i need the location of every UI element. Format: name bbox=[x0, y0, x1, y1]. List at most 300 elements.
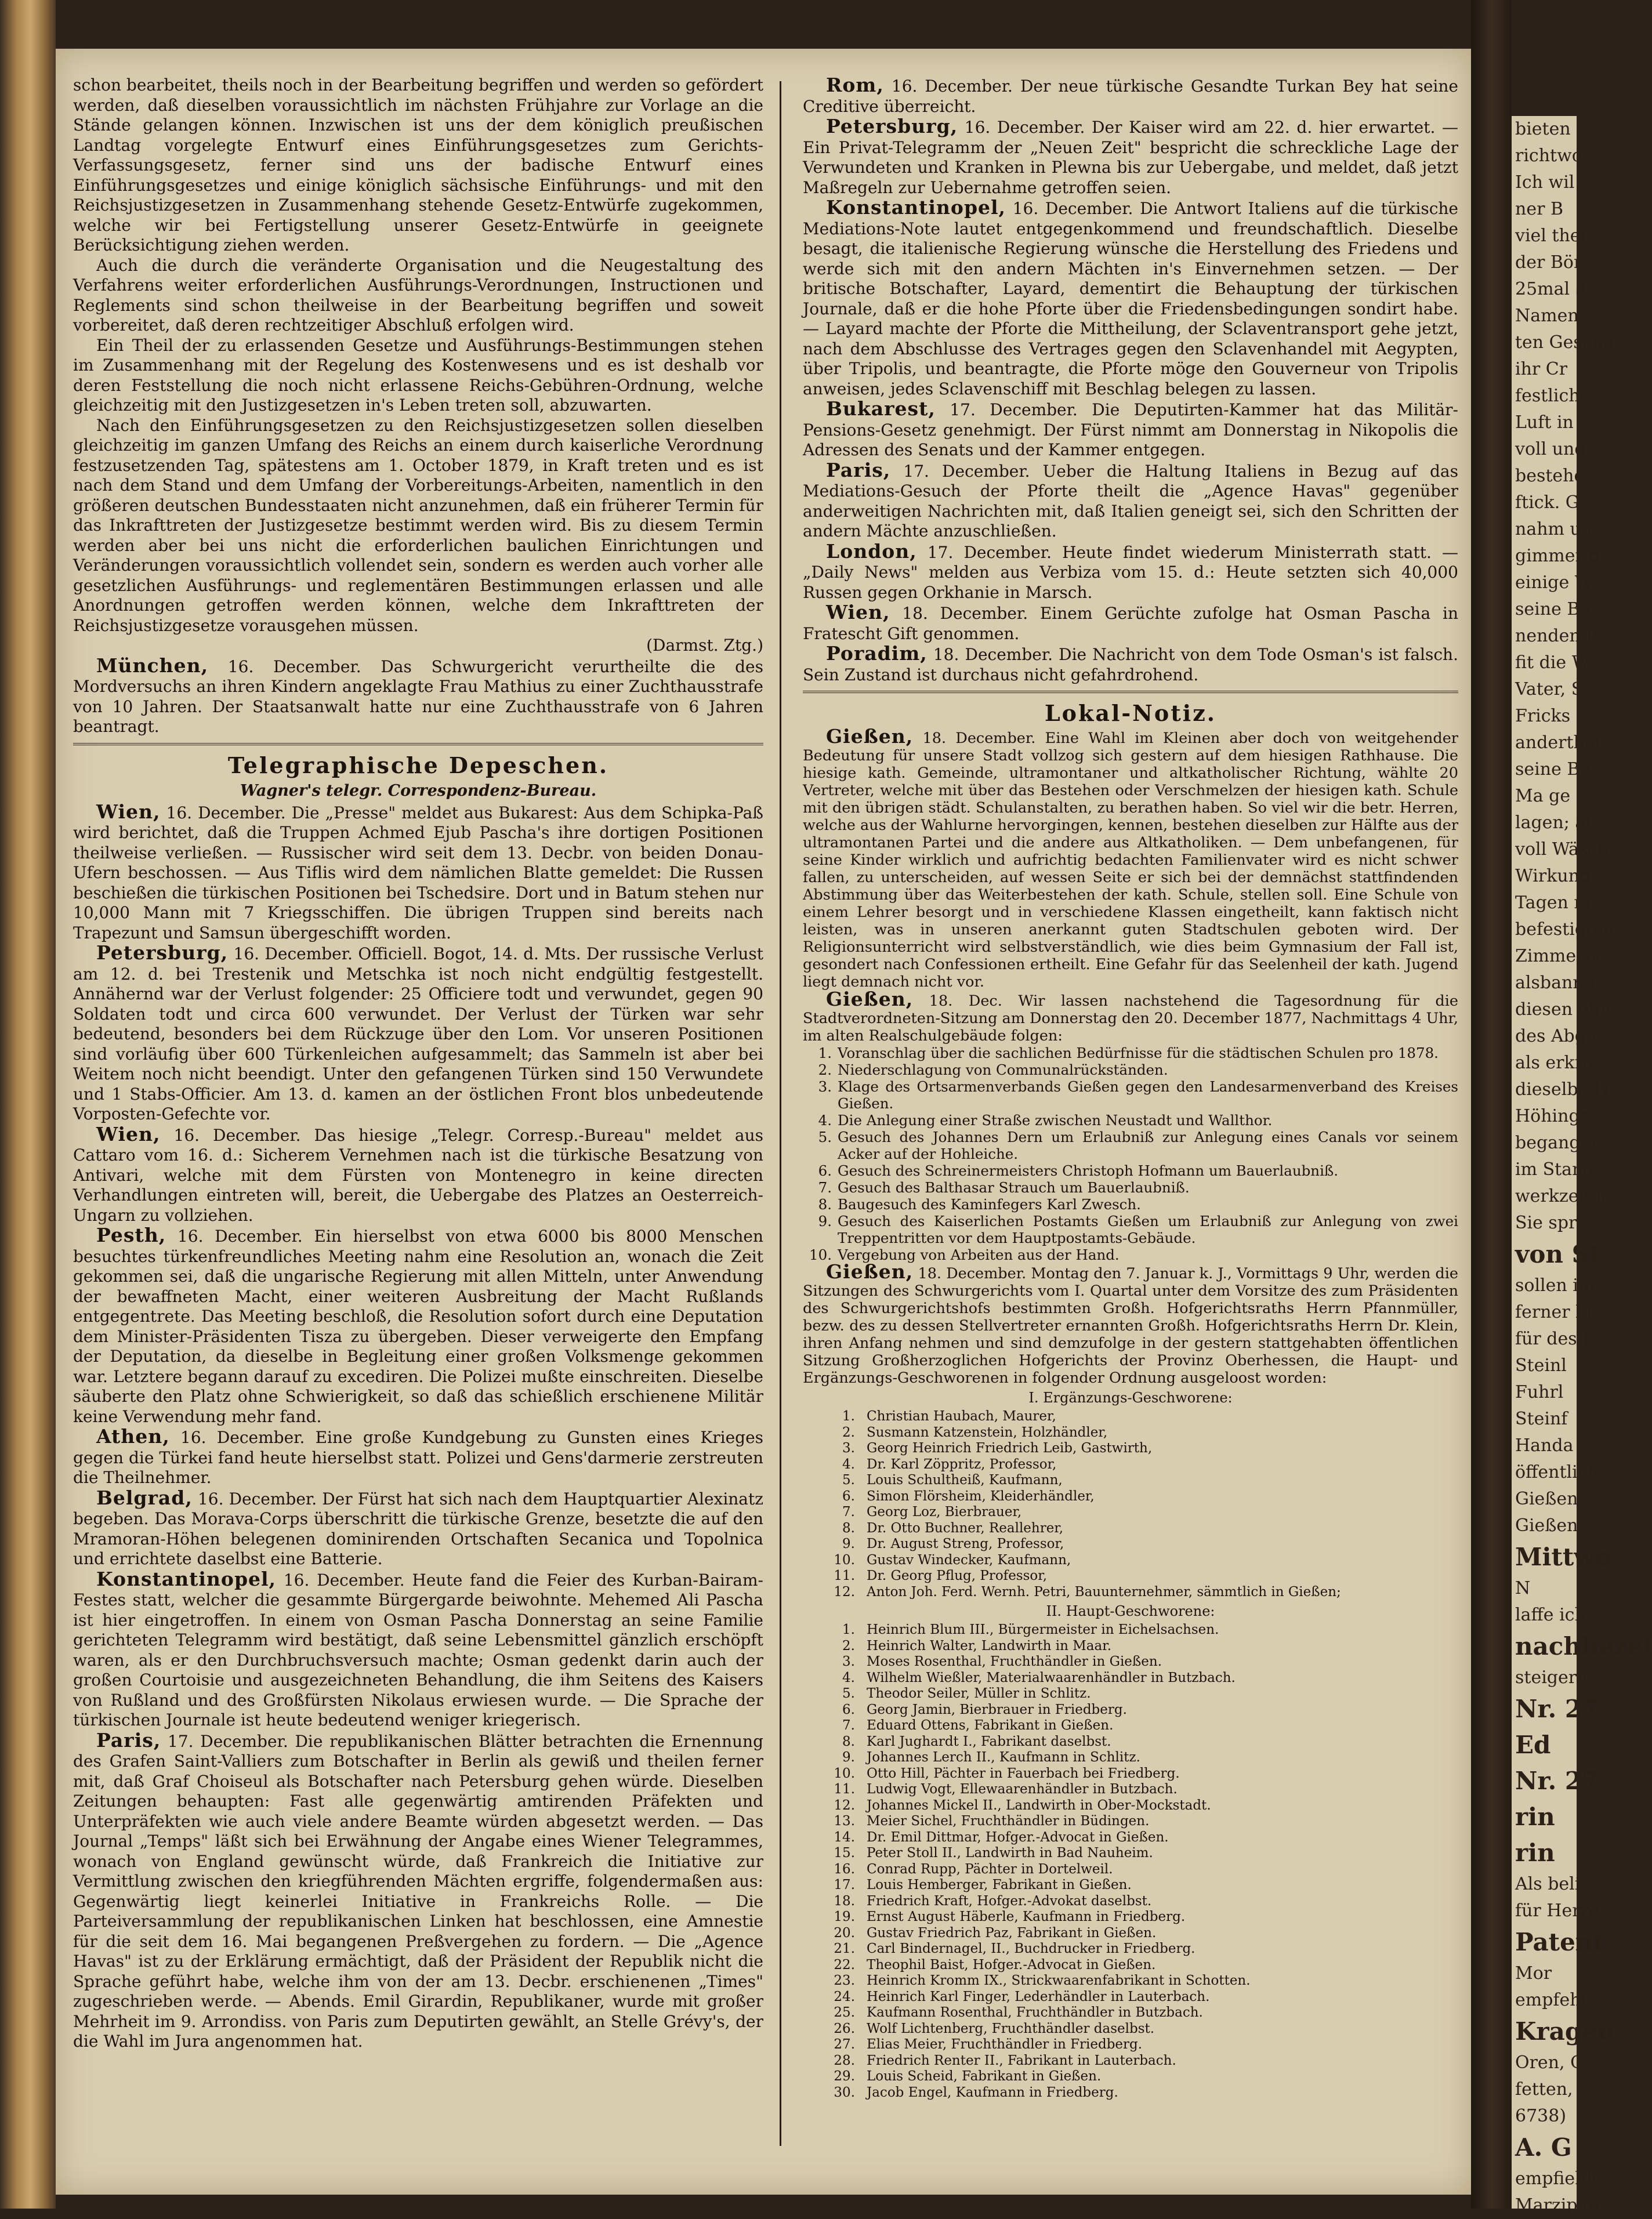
item-text: Otto Hill, Pächter in Fauerbach bei Friedberg. bbox=[867, 1765, 1180, 1781]
juror-item bbox=[803, 2085, 1458, 2101]
next-page-fragment: 6738) bbox=[1515, 2106, 1567, 2126]
agenda-item bbox=[803, 1045, 1458, 1061]
next-page-fragment: öffentlich bbox=[1515, 1462, 1599, 1482]
next-page-fragment: im Stand bbox=[1515, 1159, 1595, 1180]
item-text: Friedrich Kraft, Hofger.-Advokat daselbst. bbox=[867, 1893, 1152, 1909]
item-text: Dr. August Streng, Professor, bbox=[867, 1536, 1064, 1551]
item-number: 11. bbox=[834, 1568, 855, 1583]
juror-item bbox=[803, 1504, 1458, 1521]
next-page-fragment: Oren, G bbox=[1515, 2053, 1585, 2073]
juror-item bbox=[803, 1536, 1458, 1553]
item-text: Carl Bindernagel, II., Buchdrucker in Friedberg. bbox=[867, 1941, 1195, 1956]
dateline-city: Pesth, bbox=[96, 1224, 166, 1246]
next-page-fragment: fetten, bbox=[1515, 2079, 1573, 2100]
next-page-fragment: begangen bbox=[1515, 1133, 1602, 1153]
next-page-fragment: empfiehlt bbox=[1515, 2169, 1599, 2189]
article-text: 17. December. Heute findet wiederum Ministerrath statt. — „Daily News" melden aus Verbiza vom 15. d.: Heute setzten sich 40,000 Russen gegen Orkhanie in Marsch. bbox=[803, 542, 1458, 602]
next-page-fragment: Nr. 27 bbox=[1515, 1767, 1599, 1795]
juror-item bbox=[803, 1973, 1458, 1989]
item-text: Wilhelm Wießler, Materialwaarenhändler in Butzbach. bbox=[867, 1670, 1236, 1685]
item-text: Dr. Emil Dittmar, Hofger.-Advocat in Gießen. bbox=[867, 1829, 1169, 1845]
juror-item bbox=[803, 2037, 1458, 2053]
item-number: 8. bbox=[842, 1734, 855, 1749]
next-page-fragment: Sie spr bbox=[1515, 1213, 1577, 1233]
next-page-fragment: N bbox=[1515, 1578, 1531, 1598]
next-page-fragment: anderthal bbox=[1515, 733, 1601, 753]
dispatch-article bbox=[803, 539, 1458, 603]
item-text: Georg Loz, Bierbrauer, bbox=[867, 1504, 1022, 1520]
item-number: 30. bbox=[834, 2084, 855, 2100]
item-text: Jacob Engel, Kaufmann in Friedberg. bbox=[867, 2084, 1118, 2100]
juror-item bbox=[803, 1409, 1458, 1425]
item-text: Georg Jamin, Bierbrauer in Friedberg. bbox=[867, 1702, 1127, 1717]
next-page-fragment: Höhings bbox=[1515, 1106, 1589, 1126]
item-text: Vergebung von Arbeiten aus der Hand. bbox=[838, 1246, 1120, 1263]
item-number: 2. bbox=[842, 1424, 855, 1440]
article-text: 18. December. Einem Gerüchte zufolge hat Osman Pascha in Fratescht Gift genommen. bbox=[803, 604, 1459, 643]
item-number: 12. bbox=[834, 1584, 855, 1600]
item-number: 1. bbox=[818, 1045, 832, 1061]
juror-item bbox=[803, 1926, 1458, 1942]
item-text: Anton Joh. Ferd. Wernh. Petri, Bauunternehmer, sämmtlich in Gießen; bbox=[867, 1584, 1341, 1600]
article-giessen-jury bbox=[803, 1260, 1459, 1387]
dateline-city: Wien, bbox=[826, 601, 890, 623]
item-text: Johannes Lerch II., Kaufmann in Schlitz. bbox=[867, 1750, 1140, 1765]
next-page-fragment: sollen im bbox=[1515, 1275, 1595, 1296]
next-page-fragment: Patent bbox=[1515, 1928, 1604, 1956]
next-page-fragment: A. G bbox=[1515, 2133, 1572, 2162]
article-text: 16. December. Der neue türkische Gesandte Turkan Bey hat seine Creditive überreicht. bbox=[803, 77, 1458, 116]
next-page-fragment: Zimmerbe bbox=[1515, 946, 1606, 966]
next-page-fragment: Nr. 27 bbox=[1515, 1695, 1599, 1723]
next-page-fragment: alsbann f bbox=[1515, 973, 1596, 993]
juror-item bbox=[803, 1473, 1458, 1489]
next-page-fragment: nahm un bbox=[1515, 519, 1593, 539]
next-page-fragment: Fricks bbox=[1515, 706, 1571, 726]
juror-item bbox=[803, 1521, 1458, 1537]
next-page-fragment: Steinl bbox=[1515, 1355, 1567, 1376]
item-text: Kaufmann Rosenthal, Fruchthändler in Butzbach. bbox=[867, 2005, 1203, 2020]
dateline-city: Petersburg, bbox=[826, 115, 958, 137]
item-text: Conrad Rupp, Pächter in Dortelweil. bbox=[867, 1861, 1113, 1877]
juror-item bbox=[803, 1798, 1458, 1814]
item-number: 26. bbox=[834, 2021, 855, 2036]
next-page-fragment: steigern bbox=[1515, 1667, 1588, 1688]
next-page-fragment: Wirkung bbox=[1515, 866, 1591, 886]
dateline-city: Wien, bbox=[96, 1122, 161, 1145]
item-text: Wolf Lichtenberg, Fruchthändler daselbst. bbox=[867, 2021, 1155, 2036]
item-number: 6. bbox=[842, 1488, 855, 1504]
next-page-fragment: Marzipan bbox=[1515, 2195, 1599, 2216]
dispatch-article bbox=[73, 802, 763, 944]
item-text: Eduard Ottens, Fabrikant in Gießen. bbox=[867, 1718, 1114, 1733]
item-text: Ludwig Vogt, Ellewaarenhändler in Butzbach. bbox=[867, 1782, 1178, 1797]
item-number: 24. bbox=[834, 1989, 855, 2004]
juror-item bbox=[803, 1585, 1458, 1601]
intro-paragraph: schon bearbeitet, theils noch in der Bearbeitung begriffen und werden so gefördert werden, daß dieselben voraussichtlich im nächsten Frühjahre zur Vorlage an die Stände gelangen können. Inzwischen ist uns der dem königlich preußischen Landtag vorgelegte Entwurf eines Einführungsgesetzes zum Gerichts-Verfassungsgesetz, ferner sind uns der badische Entwurf eines Einführungsgesetzes und einige königlich sächsische Einführungs- und mit den Reichsjustizgesetzen in Zusammenhang stehende Gesetz-Entwürfe zugekommen, welche wir bei Fertigstellung unserer Gesetz-Entwürfe in geeignete Berücksichtigung ziehen werden. bbox=[73, 75, 763, 255]
dateline-city: Gießen, bbox=[826, 988, 914, 1010]
next-page-fragment: Ich wil bbox=[1515, 172, 1575, 193]
left-column bbox=[73, 75, 763, 2052]
next-page-fragment: der Bör bbox=[1515, 252, 1582, 273]
item-text: Susmann Katzenstein, Holzhändler, bbox=[867, 1424, 1108, 1440]
item-text: Christian Haubach, Maurer, bbox=[867, 1409, 1056, 1424]
item-number: 3. bbox=[842, 1654, 855, 1669]
jury-heading: II. Haupt-Geschworene: bbox=[1046, 1603, 1215, 1619]
juror-item bbox=[803, 1750, 1458, 1766]
agenda-item bbox=[803, 1112, 1458, 1129]
local-heading: Lokal-Notiz. bbox=[803, 691, 1458, 728]
telegraph-subheading: Wagner's telegr. Correspondenz-Bureau. bbox=[240, 781, 597, 800]
next-page-fragment: rin bbox=[1515, 1839, 1555, 1867]
article-text: 18. Dec. Wir lassen nachstehend die Tagesordnung für die Stadtverordneten-Sitzung am Donnerstag den 20. December 1877, Nachmittags 4 Uhr, im alten Realschulgebäude folgen: bbox=[803, 992, 1458, 1045]
item-number: 4. bbox=[842, 1670, 855, 1685]
dispatch-article bbox=[73, 1488, 763, 1569]
item-number: 7. bbox=[842, 1718, 855, 1733]
juror-item bbox=[803, 1782, 1458, 1798]
dateline-city: Konstantinopel, bbox=[96, 1567, 277, 1590]
juror-item bbox=[803, 1553, 1458, 1569]
item-number: 25. bbox=[834, 2005, 855, 2020]
item-number: 1. bbox=[842, 1622, 855, 1637]
next-page-fragment: Mittwo bbox=[1515, 1543, 1611, 1571]
juror-item bbox=[803, 2053, 1458, 2069]
next-page-fragment: dieselbe H bbox=[1515, 1079, 1609, 1100]
article-text: 17. December. Die Deputirten-Kammer hat das Militär-Pensions-Gesetz genehmigt. Der Fürst nimmt am Donnerstag in Nikopolis die Adressen des Senats und der Kammer entgegen. bbox=[803, 400, 1459, 459]
item-text: Gesuch des Schreinermeisters Christoph Hofmann um Bauerlaubniß. bbox=[838, 1162, 1339, 1179]
article-text: 18. December. Montag den 7. Januar k. J., Vormittags 9 Uhr, werden die Sitzungen des Schwurgerichts vom I. Quartal unter dem Vorsitze des zum Präsidenten des Schwurgerichtshofs bestimmten Großh. Hofgerichtsraths Herrn Pfannmüller, bezw. des zu dessen Stellvertreter ernannten Großh. Hofgerichtsraths Herrn Dr. Klein, ihren Anfang nehmen und sind demzufolge in der gestern stattgehabten öffentlichen Sitzung Großherzoglichen Hofgerichts der Provinz Oberhessen, die Haupt- und Ergänzungs-Geschworenen in folgender Ordnung ausgeloost worden: bbox=[803, 1265, 1459, 1387]
agenda-item bbox=[803, 1246, 1458, 1263]
next-page-fragment: lagen; al bbox=[1515, 813, 1591, 833]
item-text: Simon Flörsheim, Kleiderhändler, bbox=[867, 1488, 1095, 1504]
item-number: 1. bbox=[842, 1409, 855, 1424]
next-page-fragment: diesen ohn bbox=[1515, 999, 1611, 1020]
next-page-fragment: viel thei bbox=[1515, 226, 1586, 246]
item-number: 28. bbox=[834, 2053, 855, 2068]
dispatch-article bbox=[803, 603, 1458, 644]
item-number: 18. bbox=[834, 1893, 855, 1909]
juror-item bbox=[803, 1766, 1458, 1782]
next-page-fragment: für des J bbox=[1515, 1329, 1590, 1349]
next-page-fragment: seine Be bbox=[1515, 759, 1591, 779]
item-text: Moses Rosenthal, Fruchthändler in Gießen. bbox=[867, 1654, 1162, 1669]
next-page-fragment: ner B bbox=[1515, 199, 1563, 219]
item-number: 27. bbox=[834, 2037, 855, 2052]
juror-item bbox=[803, 1941, 1458, 1957]
jury-list-main bbox=[803, 1622, 1458, 2101]
next-page-fragment: von St bbox=[1515, 1240, 1601, 1268]
item-text: Louis Hemberger, Fabrikant in Gießen. bbox=[867, 1877, 1132, 1892]
dateline-city: Poradim, bbox=[826, 642, 928, 665]
agenda-item bbox=[803, 1129, 1458, 1162]
next-page-fragment: richtwo bbox=[1515, 146, 1582, 166]
item-number: 9. bbox=[818, 1213, 832, 1230]
item-number: 11. bbox=[834, 1782, 855, 1797]
next-page-fragment: Handa bbox=[1515, 1435, 1574, 1456]
next-page-fragment: seine Ba bbox=[1515, 599, 1591, 619]
agenda-item bbox=[803, 1213, 1458, 1246]
item-text: Gustav Friedrich Paz, Fabrikant in Gießen. bbox=[867, 1925, 1157, 1941]
article-text: 18. December. Die Nachricht von dem Tode Osman's ist falsch. Sein Zustand ist durchaus nicht gefahrdrohend. bbox=[803, 645, 1458, 684]
item-text: Baugesuch des Kaminfegers Karl Zwesch. bbox=[838, 1196, 1141, 1213]
dispatch-article bbox=[803, 75, 1458, 117]
item-text: Dr. Georg Pflug, Professor, bbox=[867, 1568, 1048, 1583]
dispatch-article bbox=[803, 198, 1458, 399]
dateline-city: Paris, bbox=[96, 1728, 161, 1752]
item-number: 17. bbox=[834, 1877, 855, 1892]
juror-item bbox=[803, 1425, 1458, 1441]
item-number: 10. bbox=[834, 1552, 855, 1568]
next-page-fragment: ferner bi bbox=[1515, 1302, 1592, 1322]
item-text: Meier Sichel, Fruchthändler in Büdingen. bbox=[867, 1814, 1150, 1829]
next-page-fragment: des Abga bbox=[1515, 1026, 1596, 1046]
next-page-fragment: Gießen, bbox=[1515, 1489, 1584, 1509]
juror-item bbox=[803, 1702, 1458, 1718]
item-text: Die Anlegung einer Straße zwischen Neustadt und Wallthor. bbox=[838, 1112, 1273, 1129]
next-page-fragment: bestehe bbox=[1515, 466, 1585, 486]
next-page-fragment: für Herre bbox=[1515, 1901, 1599, 1921]
item-number: 20. bbox=[834, 1925, 855, 1941]
item-text: Karl Jughardt I., Fabrikant daselbst. bbox=[867, 1734, 1111, 1749]
next-page-fragment: werkzeuge bbox=[1515, 1186, 1611, 1206]
next-page-fragment: Namens bbox=[1515, 306, 1588, 326]
dispatch-article bbox=[73, 1569, 763, 1731]
article-text: 17. December. Die republikanischen Blätter betrachten die Ernennung des Grafen Saint-Valliers zum Botschafter in Berlin als gewiß und theilen ferner mit, daß Graf Choiseul als Botschafter nach Petersburg gehen würde. Dieselben Zeitungen behaupten: Fast alle gegenwärtig amtirenden Präfekten und Unterpräfekten wie auch viele andere Beamte würden abgesetzt werden. — Das Journal „Temps" läßt sich bei Erwähnung der Angabe eines Wiener Telegrammes, wonach von England gewünscht würde, daß Frankreich die Initiative zur Vermittlung zwischen den kriegführenden Mächten ergriffe, folgendermaßen aus: Gegenwärtig liegt keinerlei Initiative in Frankreichs Rolle. — Die Parteiversammlung der republikanischen Linken hat beschlossen, eine Amnestie für die seit dem 16. Mai begangenen Preßvergehen zu fordern. — Die „Agence Havas" ist zu der Erklärung ermächtigt, daß der Präsident der Republik nicht die Sprache geführt habe, welche ihm von der am 13. Decbr. erschienenen „Times" zugeschrieben werde. — Abends. Emil Girardin, Republikaner, wurde mit großer Mehrheit im 9. Arrondiss. von Paris zum Deputirten gewählt, an Stelle Grévy's, der die Wahl im Jura angenommen hat. bbox=[73, 1731, 763, 2051]
item-text: Dr. Karl Zöppritz, Professor, bbox=[867, 1456, 1057, 1472]
juror-item bbox=[803, 1989, 1458, 2006]
item-number: 5. bbox=[818, 1129, 832, 1145]
item-number: 23. bbox=[834, 1973, 855, 1988]
dateline-city: London, bbox=[826, 539, 917, 563]
item-text: Theophil Baist, Hofger.-Advocat in Gießen. bbox=[867, 1957, 1156, 1973]
next-page-fragment: Ed bbox=[1515, 1731, 1551, 1759]
next-page-fragment: ten Geschä bbox=[1515, 332, 1614, 353]
article-text: 16. December. Der Fürst hat sich nach dem Hauptquartier Alexinatz begeben. Das Morava-Corps überschritt die türkische Grenze, besetzte die auf den Mramoran-Höhen belegenen dominirenden Ortschaften Secanica und Topolnica und errichtete daselbst eine Batterie. bbox=[73, 1489, 763, 1568]
article-text: 16. December. Eine große Kundgebung zu Gunsten eines Krieges gegen die Türkei fand heute hierselbst statt. Polizei und Gens'darmerie zerstreuten die Theilnehmer. bbox=[73, 1428, 764, 1487]
juror-item bbox=[803, 1957, 1458, 1974]
next-page-fragment: einige W bbox=[1515, 572, 1593, 593]
item-text: Niederschlagung von Communalrückständen. bbox=[838, 1061, 1168, 1078]
item-text: Heinrich Kromm IX., Strickwaarenfabrikant in Schotten. bbox=[867, 1973, 1251, 1988]
next-page-fragment: voll und bbox=[1515, 439, 1586, 459]
item-number: 21. bbox=[834, 1941, 855, 1956]
item-text: Heinrich Blum III., Bürgermeister in Eichelsachsen. bbox=[867, 1622, 1219, 1637]
juror-item bbox=[803, 1457, 1458, 1473]
juror-item bbox=[803, 1830, 1458, 1846]
dateline-city: Gießen, bbox=[826, 725, 914, 748]
juror-item bbox=[803, 1686, 1458, 1702]
juror-item bbox=[803, 2005, 1458, 2021]
juror-item bbox=[803, 2069, 1458, 2085]
next-page-fragment: festliche bbox=[1515, 386, 1591, 406]
source-citation: (Darmst. Ztg.) bbox=[646, 636, 763, 655]
item-text: Dr. Otto Buchner, Reallehrer, bbox=[867, 1520, 1064, 1536]
dateline-city: Paris, bbox=[826, 458, 891, 481]
next-page-fragment: Fuhrl bbox=[1515, 1382, 1564, 1402]
next-page-fragment: voll Wäsch bbox=[1515, 839, 1609, 860]
next-page-fragment: bieten f bbox=[1515, 119, 1583, 139]
jury-list-supplementary bbox=[803, 1409, 1458, 1600]
article-giessen-vote bbox=[803, 725, 1459, 991]
agenda-item bbox=[803, 1061, 1458, 1078]
next-page-fragment: befestigten bbox=[1515, 919, 1615, 940]
dispatch-article bbox=[73, 1728, 763, 2052]
juror-item bbox=[803, 1441, 1458, 1457]
item-number: 19. bbox=[834, 1909, 855, 1924]
juror-item bbox=[803, 1909, 1458, 1926]
next-page-fragment: nenden P bbox=[1515, 626, 1598, 646]
dateline-city: Petersburg, bbox=[96, 941, 229, 964]
item-number: 3. bbox=[818, 1078, 832, 1095]
next-page-fragment: als erkro bbox=[1515, 1053, 1594, 1073]
dispatch-article bbox=[803, 399, 1458, 461]
agenda-item bbox=[803, 1179, 1458, 1196]
dateline-city: Rom, bbox=[826, 74, 884, 96]
article-munich bbox=[73, 656, 763, 737]
next-page-fragment: 25mal 3 bbox=[1515, 279, 1586, 299]
item-number: 8. bbox=[818, 1196, 832, 1213]
item-number: 7. bbox=[818, 1179, 832, 1196]
item-number: 14. bbox=[834, 1829, 855, 1845]
next-page-edge bbox=[1512, 116, 1652, 2216]
item-number: 2. bbox=[842, 1638, 855, 1654]
dateline-city: Konstantinopel, bbox=[826, 196, 1006, 219]
item-text: Heinrich Walter, Landwirth in Maar. bbox=[867, 1638, 1112, 1654]
agenda-item bbox=[803, 1078, 1458, 1112]
item-text: Gesuch des Johannes Dern um Erlaubniß zur Anlegung eines Canals vor seinem Acker auf der Hohleiche. bbox=[838, 1129, 1458, 1162]
item-number: 5. bbox=[842, 1686, 855, 1701]
next-page-fragment: Kragen bbox=[1515, 2017, 1615, 2046]
item-number: 29. bbox=[834, 2069, 855, 2084]
juror-item bbox=[803, 1654, 1458, 1670]
article-text: 18. December. Eine Wahl im Kleinen aber doch von weitgehender Bedeutung für unsere Stadt vollzog sich gestern auf dem hiesigen Rathhause. Die hiesige kath. Gemeinde, ultramontaner und altkatholischer Richtung, wählte 20 Vertreter, welche mit über das Bestehen oder Verschmelzen der hiesigen kath. Schule mit den übrigen städt. Schulanstalten, zu berathen haben. So viel wir die betr. Herren, welche aus der Wahlurne hervorgingen, kennen, bestehen dieselben zur Hälfte aus der ultramontanen Partei und die andere aus Altkatholiken. — Dem unbefangenen, für seine Kinder wirklich und aufrichtig bedachten Familienvater wird es nicht schwer fallen, zu unterscheiden, auf wessen Seite er sich bei der demnächst stattfindenden Abstimmung über das Weiterbestehen der kath. Schule, stellen soll. Eine Schule von einem Lehrer besorgt und in verschiedene Klassen eingetheilt, kann faktisch nicht leisten, was in unseren anerkannt guten Stadtschulen geboten wird. Der Religionsunterricht wird selbstverständlich, wie dies beim Gymnasium der Fall ist, gesondert nach Confessionen ertheilt. Eine Gefahr für das Seelenheil der kath. Jugend liegt demnach nicht vor. bbox=[803, 730, 1459, 991]
item-text: Voranschlag über die sachlichen Bedürfnisse für die städtischen Schulen pro 1878. bbox=[838, 1045, 1439, 1061]
item-number: 15. bbox=[834, 1845, 855, 1861]
item-number: 9. bbox=[842, 1536, 855, 1551]
dispatch-article bbox=[803, 458, 1458, 542]
item-text: Gustav Windecker, Kaufmann, bbox=[867, 1552, 1071, 1568]
item-text: Ernst August Häberle, Kaufmann in Friedberg. bbox=[867, 1909, 1186, 1924]
item-number: 9. bbox=[842, 1750, 855, 1765]
juror-item bbox=[803, 1814, 1458, 1830]
intro-paragraph: Auch die durch die veränderte Organisation und die Neugestaltung des Verfahrens weiter erforderlichen Ausführungs-Verordnungen, Instructionen und Reglements sind schon theilweise in der Bearbeitung begriffen und soweit vorbereitet, daß deren rechtzeitiger Abschluß erfolgen wird. bbox=[73, 255, 763, 335]
item-number: 12. bbox=[834, 1797, 855, 1813]
dispatch-article bbox=[803, 117, 1458, 198]
juror-item bbox=[803, 1489, 1458, 1505]
item-number: 8. bbox=[842, 1520, 855, 1536]
next-page-fragment: ihr Cr bbox=[1515, 359, 1568, 379]
agenda-item bbox=[803, 1196, 1458, 1213]
next-page-fragment: Luft in bbox=[1515, 412, 1574, 433]
article-text: 16. December. Das hiesige „Telegr. Corresp.-Bureau" meldet aus Cattaro vom 16. d.: Sicherem Vernehmen nach ist die türkische Besatzung von Antivari, welche mit dem Fürsten von Montenegro in keine directen Verhandlungen eintreten will, bereit, die Uebergabe des Platzes an Oesterreich-Ungarn zu vollziehen. bbox=[73, 1125, 763, 1225]
dateline-city: Gießen, bbox=[826, 1260, 914, 1283]
intro-paragraph: Ein Theil der zu erlassenden Gesetze und Ausführungs-Bestimmungen stehen im Zusammenhang mit der Regelung des Kostenwesens und es ist deshalb vor deren Feststellung die noch nicht erlassene Reichs-Gebühren-Ordnung, welche gleichzeitig mit den Justizgesetzen in's Leben treten soll, abzuwarten. bbox=[73, 335, 763, 415]
juror-item bbox=[803, 1877, 1458, 1894]
dispatch-article bbox=[73, 1427, 763, 1488]
dispatch-article bbox=[803, 644, 1458, 685]
article-text: 16. December. Officiell. Bogot, 14. d. Mts. Der russische Verlust am 12. d. bei Trestenik und Metschka ist noch nicht endgültig festgestellt. Annähernd war der Verlust folgender: 25 Officiere todt und verwundet, gegen 90 Soldaten todt und circa 600 verwundet. Der Verlust der Türken war sehr bedeutend, besonders bei dem Rückzuge über den Lom. Vor unseren Positionen sind vorläufig über 600 Türkenleichen aufgesammelt; das Sammeln ist aber bei Weitem noch nicht beendigt. Unter den gefangenen Türken sind 150 Verwundete und 1 Stabs-Officier. Am 13. d. kamen an der östlichen Front blos unbedeutende Vorposten-Gefechte vor. bbox=[73, 944, 763, 1123]
agenda-list bbox=[803, 1045, 1458, 1263]
item-number: 4. bbox=[842, 1456, 855, 1472]
dateline-city: Bukarest, bbox=[826, 397, 936, 420]
next-page-fragment: empfehle bbox=[1515, 1990, 1597, 2010]
item-number: 10. bbox=[834, 1765, 855, 1781]
next-page-fragment: fit die W bbox=[1515, 652, 1590, 673]
juror-item bbox=[803, 1670, 1458, 1687]
item-number: 2. bbox=[818, 1061, 832, 1078]
dateline-city: Wien, bbox=[96, 800, 161, 823]
item-number: 22. bbox=[834, 1957, 855, 1973]
dateline-city: Belgrad, bbox=[96, 1486, 193, 1509]
article-text: 16. December. Die „Presse" meldet aus Bukarest: Aus dem Schipka-Paß wird berichtet, daß die Truppen Achmed Ejub Pascha's ihre dortigen Positionen theilweise verließen. — Russischer wird seit dem 13. Decbr. von beiden Donau-Ufern beschossen. — Aus Tiflis wird dem nämlichen Blatte gemeldet: Die Russen beschießen die türkischen Positionen bei Tschedsire. Dort und in Batum stehen nur 10,000 Mann mit 7 Kriegsschiffen. Die übrigen Truppen sind bereits nach Trapezunt und Samsun übergeschifft worden. bbox=[73, 803, 763, 942]
article-text: 16. December. Die Antwort Italiens auf die türkische Mediations-Note lautet entgegenkommend und freundschaftlich. Dieselbe besagt, die italienische Regierung wünsche die Herstellung des Friedens und werde sich mit den andern Mächten in's Einvernehmen setzen. — Der britische Botschafter, Layard, dementirt die Behauptung der türkischen Journale, daß er die hohe Pforte über die Friedensbedingungen sondirt habe. — Layard machte der Pforte die Mittheilung, der Sclaventransport gehe jetzt, nach dem Abschlusse des Vertrages gegen den Sclavenhandel mit Aegypten, über Tripolis, und beantragte, die Pforte möge den Gouverneur von Tripolis anweisen, jedes Sclavenschiff mit Beschlag belegen zu lassen. bbox=[803, 199, 1458, 398]
next-page-fragment: nachbezei bbox=[1515, 1632, 1652, 1660]
item-text: Louis Scheid, Fabrikant in Gießen. bbox=[867, 2069, 1102, 2084]
juror-item bbox=[803, 1718, 1458, 1734]
agenda-item bbox=[803, 1162, 1458, 1179]
column-rule bbox=[780, 81, 781, 2146]
next-page-fragment: Als beli bbox=[1515, 1874, 1581, 1894]
juror-item bbox=[803, 2021, 1458, 2037]
item-number: 16. bbox=[834, 1861, 855, 1877]
item-text: Louis Schultheiß, Kaufmann, bbox=[867, 1473, 1063, 1488]
dispatch-article bbox=[73, 943, 763, 1125]
article-text: 16. December. Heute fand die Feier des Kurban-Bairam-Festes statt, welcher die gesammte Bürgergarde beiwohnte. Mehemed Ali Pascha ist hier eingetroffen. In einem von Osman Pascha Donnerstag an seine Familie gerichteten Telegramm wird bestätigt, daß seine Lebensmittel gänzlich erschöpft waren, als er den Durchbruchsversuch machte; Osman gedenkt darin auch der großen Courtoisie und ausgezeichneten Behandlung, die ihm Seitens des Kaisers von Rußland und des Großfürsten Nikolaus erwiesen wurde. — Die Sprache der türkischen Journale ist heute bedeutend weniger kriegerisch. bbox=[73, 1570, 763, 1729]
item-text: Johannes Mickel II., Landwirth in Ober-Mockstadt. bbox=[867, 1797, 1211, 1813]
book-page-stack bbox=[0, 0, 56, 2209]
item-text: Gesuch des Kaiserlichen Postamts Gießen um Erlaubniß zur Anlegung von zwei Treppentritten vor dem Hauptpostamts-Gebäude. bbox=[838, 1213, 1458, 1246]
juror-item bbox=[803, 1568, 1458, 1585]
article-text: 16. December. Der Kaiser wird am 22. d. hier erwartet. — Ein Privat-Telegramm der „Neuen Zeit" bespricht die schreckliche Lage der Verwundeten und Kranken in Plewna bis zur Uebergabe, und meldet, daß jetzt Maßregeln zur Uebernahme getroffen seien. bbox=[803, 118, 1458, 197]
article-text: 16. December. Ein hierselbst von etwa 6000 bis 8000 Menschen besuchtes türkenfreundliches Meeting nahm eine Resolution an, wonach die Zeit gekommen sei, daß die ungarische Regierung mit allen Mitteln, unter Anwendung der bewaffneten Macht, einer weiteren Ausbreitung der Macht Rußlands entgegentrete. Das Meeting beschloß, die Resolution sofort durch eine Deputation dem Minister-Präsidenten Tisza zu übergeben. Dieser verweigerte den Empfang der Deputation, da dieselbe in Begleitung einer großen Volksmenge gekommen war. Letztere begann darauf zu excediren. Die Polizei mußte einschreiten. Dieselbe säuberte den Platz ohne Schwierigkeit, so daß das schießlich erschienene Militär keine Verwendung mehr fand. bbox=[73, 1227, 763, 1426]
juror-item bbox=[803, 1845, 1458, 1862]
intro-paragraph: Nach den Einführungsgesetzen zu den Reichsjustizgesetzen sollen dieselben gleichzeitig im ganzen Umfang des Reichs an einem durch kaiserliche Verordnung festzusetzenden Tag, spätestens am 1. October 1879, in Kraft treten und es ist nach dem Stand und dem Umfang der Vorbereitungs-Arbeiten, namentlich in den größeren deutschen Bundesstaaten nicht anzunehmen, daß ein früherer Termin für das Inkrafttreten der Justizgesetze bestimmt werden wird. Bis zu diesem Termin werden aber bei uns nicht die erforderlichen baulichen Einrichtungen und Veränderungen voraussichtlich vollendet sein, sondern es werden auch vorher alle gesetzlichen Ausführungs- und reglementären Bestimmungen erlassen und alle Anordnungen getroffen werden können, welche dem Inkrafttreten der Reichsjustizgesetze vorausgehen müssen. bbox=[73, 415, 763, 635]
item-number: 3. bbox=[842, 1441, 855, 1456]
item-text: Heinrich Karl Finger, Lederhändler in Lauterbach. bbox=[867, 1989, 1210, 2004]
next-page-fragment: gimmer g bbox=[1515, 546, 1600, 566]
next-page-fragment: Gießen bbox=[1515, 1515, 1578, 1536]
item-number: 5. bbox=[842, 1473, 855, 1488]
item-number: 6. bbox=[842, 1702, 855, 1717]
item-text: Elias Meier, Fruchthändler in Friedberg. bbox=[867, 2037, 1143, 2052]
dateline-city: Athen, bbox=[96, 1425, 170, 1448]
juror-item bbox=[803, 1638, 1458, 1655]
juror-item bbox=[803, 1862, 1458, 1878]
next-page-fragment: rin bbox=[1515, 1803, 1555, 1831]
item-number: 13. bbox=[834, 1814, 855, 1829]
item-number: 10. bbox=[809, 1246, 832, 1263]
next-page-fragment: ftick. G bbox=[1515, 492, 1579, 513]
next-page-fragment: laffe ich bbox=[1515, 1605, 1586, 1625]
item-text: Georg Heinrich Friedrich Leib, Gastwirth, bbox=[867, 1441, 1153, 1456]
jury-heading: I. Ergänzungs-Geschworene: bbox=[1028, 1390, 1233, 1406]
item-text: Klage des Ortsarmenverbands Gießen gegen den Landesarmenverband des Kreises Gießen. bbox=[838, 1078, 1458, 1112]
next-page-fragment: Mor bbox=[1515, 1963, 1552, 1984]
dispatch-article bbox=[73, 1225, 763, 1427]
dateline-city: München, bbox=[96, 654, 209, 677]
next-page-fragment: Tagen m bbox=[1515, 893, 1591, 913]
juror-item bbox=[803, 1894, 1458, 1910]
dispatch-article bbox=[73, 1122, 763, 1226]
dispatch-list bbox=[803, 75, 1458, 685]
juror-item bbox=[803, 1734, 1458, 1750]
dispatch-list bbox=[73, 802, 763, 2052]
item-text: Gesuch des Balthasar Strauch um Bauerlaubniß. bbox=[838, 1179, 1190, 1196]
item-number: 6. bbox=[818, 1162, 832, 1179]
next-page-fragment: Ma ge bbox=[1515, 786, 1571, 806]
item-text: Theodor Seiler, Müller in Schlitz. bbox=[867, 1686, 1091, 1701]
item-number: 7. bbox=[842, 1504, 855, 1520]
